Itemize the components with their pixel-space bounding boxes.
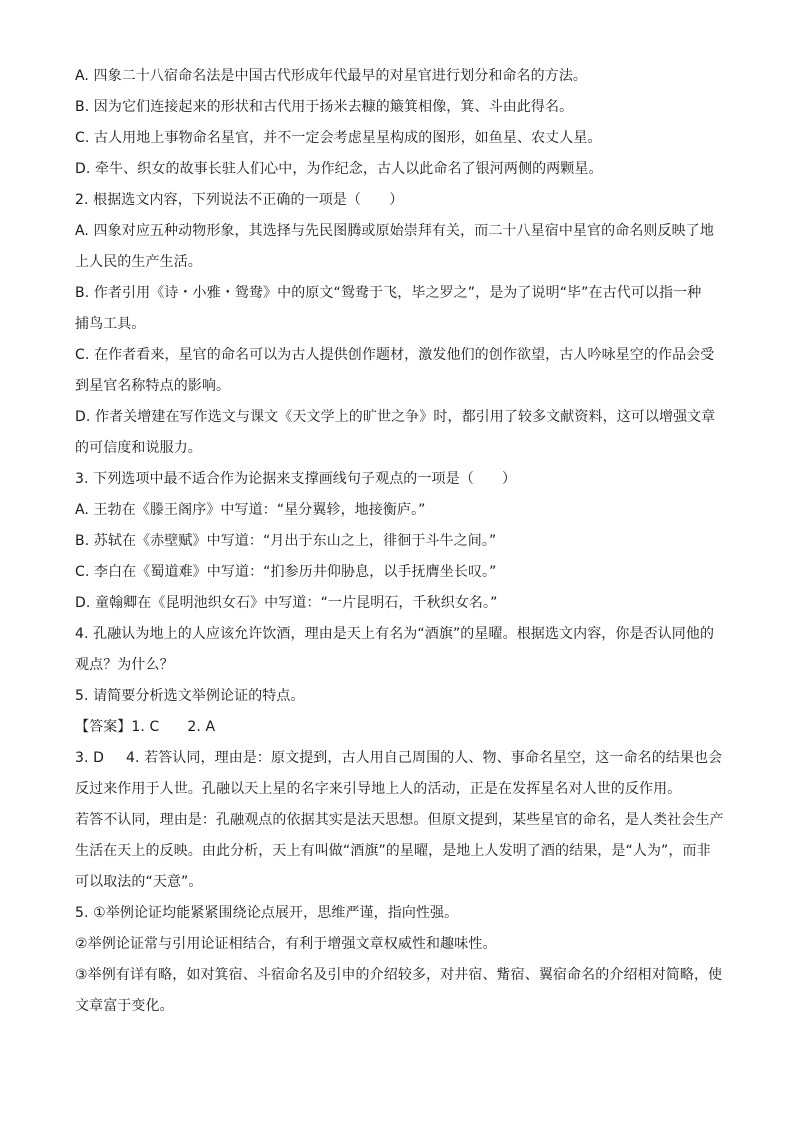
q2-option-c-line-1: C. 在作者看来，星官的命名可以为古人提供创作题材，激发他们的创作欲望，古人吟咏星空的作品会受 [75, 347, 715, 363]
answer-4-line-1: 4. 若答认同，理由是：原文提到，古人用自己周围的人、物、事命名星空，这一命名的结果也会 [126, 750, 723, 766]
answer-2: 2. A [187, 719, 216, 735]
answer-tag: 【答案】 [75, 719, 132, 735]
q2-option-b-line-1: B. 作者引用《诗・小雅・鸳鸯》中的原文“鸳鸯于飞，毕之罗之”，是为了说明“毕”在古代可以指一种 [75, 285, 702, 301]
answer-4-line-2: 反过来作用于人世。孔融以天上星的名字来引导地上人的活动，正是在发挥星名对人世的反作用。 [75, 781, 682, 797]
answer-5-point-2: ②举例论证常与引用论证相结合，有利于增强文章权威性和趣味性。 [75, 936, 497, 952]
q2-option-b-line-2: 捕鸟工具。 [75, 316, 146, 332]
q3-option-c: C. 李白在《蜀道难》中写道：“扪参历井仰胁息，以手抚膺坐长叹。” [75, 564, 497, 580]
answer-4-alt-line-3: 可以取法的“天意”。 [75, 874, 203, 890]
question-5: 5. 请简要分析选文举例论证的特点。 [75, 688, 305, 704]
q2-option-a-line-2: 上人民的生产生活。 [75, 254, 202, 270]
q2-option-a-line-1: A. 四象对应五种动物形象，其选择与先民图腾或原始崇拜有关，而二十八星宿中星官的命名则反映了地 [75, 223, 714, 239]
option-c-line: C. 古人用地上事物命名星官，并不一定会考虑星星构成的图形，如鱼星、农丈人星。 [75, 130, 602, 146]
question-4-line-1: 4. 孔融认为地上的人应该允许饮酒，理由是天上有名为“酒旗”的星曜。根据选文内容，你是否认同他的 [75, 626, 715, 642]
q2-option-c-line-2: 到星官名称特点的影响。 [75, 378, 231, 394]
answer-line-1 [75, 712, 725, 743]
q3-option-b: B. 苏轼在《赤壁赋》中写道：“月出于东山之上，徘徊于斗牛之间。” [75, 533, 497, 549]
option-d-line: D. 牵牛、织女的故事长驻人们心中，为作纪念，古人以此命名了银河两侧的两颗星。 [75, 161, 603, 177]
q3-option-d: D. 童翰卿在《昆明池织女石》中写道：“一片昆明石，千秋织女名。” [75, 595, 498, 611]
option-b-line: B. 因为它们连接起来的形状和古代用于扬米去糠的簸箕相像，箕、斗由此得名。 [75, 99, 574, 115]
question-4-line-2: 观点？为什么？ [75, 657, 174, 673]
q2-option-d-line-1: D. 作者关增建在写作选文与课文《天文学上的旷世之争》时，都引用了较多文献资料，这可以增强文章 [75, 409, 716, 425]
question-2: 2. 根据选文内容，下列说法不正确的一项是（ ） [75, 192, 404, 208]
question-3: 3. 下列选项中最不适合作为论据来支撑画线句子观点的一项是（ ） [75, 471, 517, 487]
q2-option-d-line-2: 的可信度和说服力。 [75, 440, 202, 456]
option-a-line: A. 四象二十八宿命名法是中国古代形成年代最早的对星官进行划分和命名的方法。 [75, 68, 588, 84]
answer-4-alt-line-2: 生活在天上的反映。由此分析，天上有叫做“酒旗”的星曜，是地上人发明了酒的结果，是“人为”，而非 [75, 843, 711, 859]
answer-3: 3. D [75, 750, 104, 766]
q3-option-a: A. 王勃在《滕王阁序》中写道：“星分翼轸，地接衡庐。” [75, 502, 426, 518]
answer-5-point-1: 5. ①举例论证均能紧紧围绕论点展开，思维严谨，指向性强。 [75, 905, 459, 921]
document-body [75, 61, 725, 1022]
answer-line-2 [75, 743, 725, 774]
answer-5-point-3-line-1: ③举例有详有略，如对箕宿、斗宿命名及引申的介绍较多，对井宿、觜宿、翼宿命名的介绍相对简略，使 [75, 967, 723, 983]
answer-5-point-3-line-2: 文章富于变化。 [75, 998, 174, 1014]
answer-1: 1. C [131, 719, 160, 735]
answer-4-alt-line-1: 若答不认同，理由是：孔融观点的依据其实是法天思想。但原文提到，某些星官的命名，是人类社会生产 [75, 812, 724, 828]
